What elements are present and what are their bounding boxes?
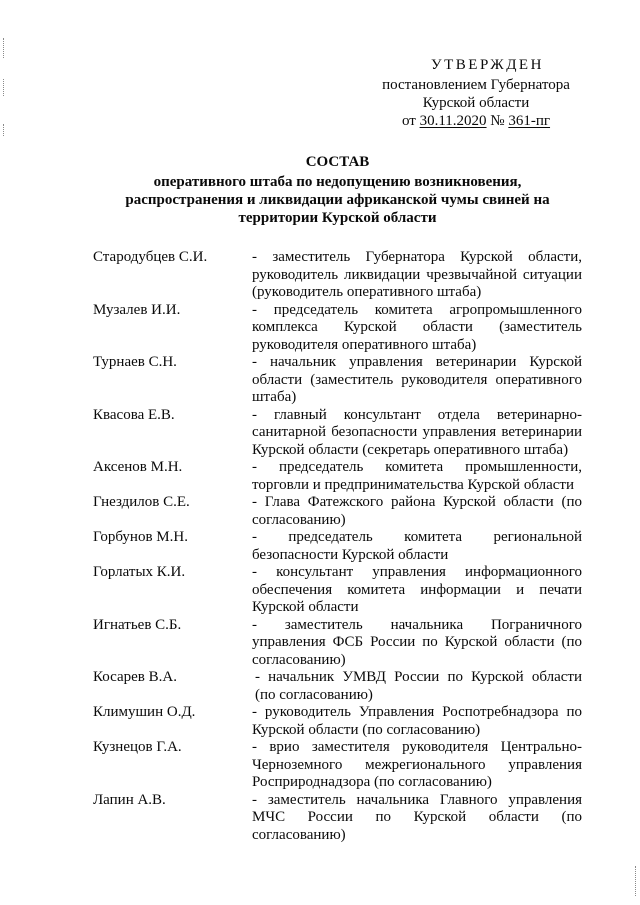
duty-line: безопасности Курской области xyxy=(252,546,449,563)
duty-line: Черноземного межрегионального управления xyxy=(252,756,582,773)
duty-line: - начальник УМВД России по Курской области xyxy=(255,669,582,685)
duty-line: руководитель ликвидации чрезвычайной ситуации xyxy=(252,266,582,283)
duty-line: руководителя оперативного штаба) xyxy=(252,336,477,353)
member-duty xyxy=(252,669,582,704)
member-duty xyxy=(252,494,582,529)
member-name: Косарев В.А. xyxy=(93,669,177,685)
approval-block xyxy=(370,56,582,130)
member-duty xyxy=(252,529,582,564)
duty-line: - председатель комитета промышленности, xyxy=(252,459,582,475)
duty-line: Курской области xyxy=(252,599,359,615)
member-row xyxy=(93,529,582,564)
member-duty xyxy=(252,739,582,792)
member-name: Турнаев С.Н. xyxy=(93,354,177,370)
duty-line: - врио заместителя руководителя Центрально- xyxy=(252,739,582,755)
duty-line: - Глава Фатежского района Курской области (по xyxy=(252,494,582,510)
title-line: территории Курской области xyxy=(238,210,437,226)
duty-line: - председатель комитета агропромышленного xyxy=(252,301,582,318)
duty-line: (руководитель оперативного штаба) xyxy=(252,284,482,300)
duty-line: - председатель комитета региональной xyxy=(252,529,582,545)
member-duty xyxy=(252,249,582,302)
member-row xyxy=(93,302,582,355)
member-row xyxy=(93,792,582,845)
duty-line: области (заместитель руководителя оперативного xyxy=(252,371,582,388)
duty-line: - заместитель Губернатора Курской области, xyxy=(252,249,582,265)
member-row xyxy=(93,494,582,529)
margin-mark xyxy=(3,38,4,58)
duty-line: - заместитель начальника Главного управления xyxy=(252,791,582,808)
document-title xyxy=(93,153,582,227)
duty-line: торговли и предпринимательства Курской области xyxy=(252,476,574,493)
member-row xyxy=(93,669,582,704)
margin-mark xyxy=(3,124,4,136)
member-duty xyxy=(252,354,582,407)
duty-line: - главный консультант отдела ветеринарно- xyxy=(252,406,582,423)
member-duty xyxy=(252,564,582,617)
title-line: распространения и ликвидации африканской чумы свиней на xyxy=(125,192,550,208)
approval-date: 30.11.2020 xyxy=(419,113,487,129)
member-row xyxy=(93,407,582,460)
duty-line: - руководитель Управления Роспотребнадзора по xyxy=(252,704,582,720)
duty-line: комплекса Курской области (заместитель xyxy=(252,319,582,335)
duty-line: управления ФСБ России по Курской области (по xyxy=(252,634,582,650)
approval-date-prefix: от xyxy=(401,113,416,129)
approval-number-sign: № xyxy=(490,113,505,129)
members-list xyxy=(93,249,582,844)
member-row xyxy=(93,739,582,792)
member-row xyxy=(93,249,582,302)
member-duty xyxy=(252,617,582,670)
title-line: оперативного штаба по недопущению возникновения, xyxy=(153,174,522,190)
member-row xyxy=(93,704,582,739)
member-row xyxy=(93,459,582,494)
approval-region: Курской области xyxy=(422,95,530,111)
member-name: Квасова Е.В. xyxy=(93,406,175,423)
approval-number: 361-пг xyxy=(508,113,551,129)
duty-line: Курской области (по согласованию) xyxy=(252,721,481,738)
member-name: Игнатьев С.Б. xyxy=(93,616,182,633)
member-row xyxy=(93,564,582,617)
member-duty xyxy=(252,407,582,460)
duty-line: - заместитель начальника Пограничного xyxy=(252,616,582,633)
member-name: Горлатых К.И. xyxy=(93,564,186,580)
member-name: Музалев И.И. xyxy=(93,301,181,318)
duty-line: Курской области (секретарь оперативного штаба) xyxy=(252,441,569,458)
duty-line: обеспечения комитета информации и печати xyxy=(252,581,582,598)
approval-date-line xyxy=(370,112,582,130)
duty-line: (по согласованию) xyxy=(255,686,373,703)
member-row xyxy=(93,354,582,407)
member-duty xyxy=(252,792,582,845)
member-duty xyxy=(252,302,582,355)
duty-line: санитарной безопасности управления ветеринарии xyxy=(252,424,582,440)
member-name: Аксенов М.Н. xyxy=(93,459,183,475)
member-row xyxy=(93,617,582,670)
title-heading: СОСТАВ xyxy=(305,154,370,170)
margin-mark xyxy=(3,79,4,96)
approval-act: постановлением Губернатора xyxy=(382,77,570,93)
member-name: Климушин О.Д. xyxy=(93,704,196,720)
approval-status: УТВЕРЖДЕН xyxy=(431,57,544,73)
duty-line: согласованию) xyxy=(252,826,346,843)
duty-line: МЧС России по Курской области (по xyxy=(252,809,582,825)
duty-line: штаба) xyxy=(252,389,297,405)
duty-line: согласованию) xyxy=(252,651,346,668)
member-name: Лапин А.В. xyxy=(93,791,166,808)
member-name: Горбунов М.Н. xyxy=(93,529,188,545)
member-duty xyxy=(252,459,582,494)
member-name: Гнездилов С.Е. xyxy=(93,494,190,510)
member-duty xyxy=(252,704,582,739)
duty-line: - консультант управления информационного xyxy=(252,564,582,580)
margin-mark xyxy=(635,866,636,896)
duty-line: согласованию) xyxy=(252,511,346,528)
duty-line: - начальник управления ветеринарии Курской xyxy=(252,354,582,370)
member-name: Кузнецов Г.А. xyxy=(93,739,182,755)
duty-line: Росприроднадзора (по согласованию) xyxy=(252,774,492,790)
member-name: Стародубцев С.И. xyxy=(93,249,208,265)
